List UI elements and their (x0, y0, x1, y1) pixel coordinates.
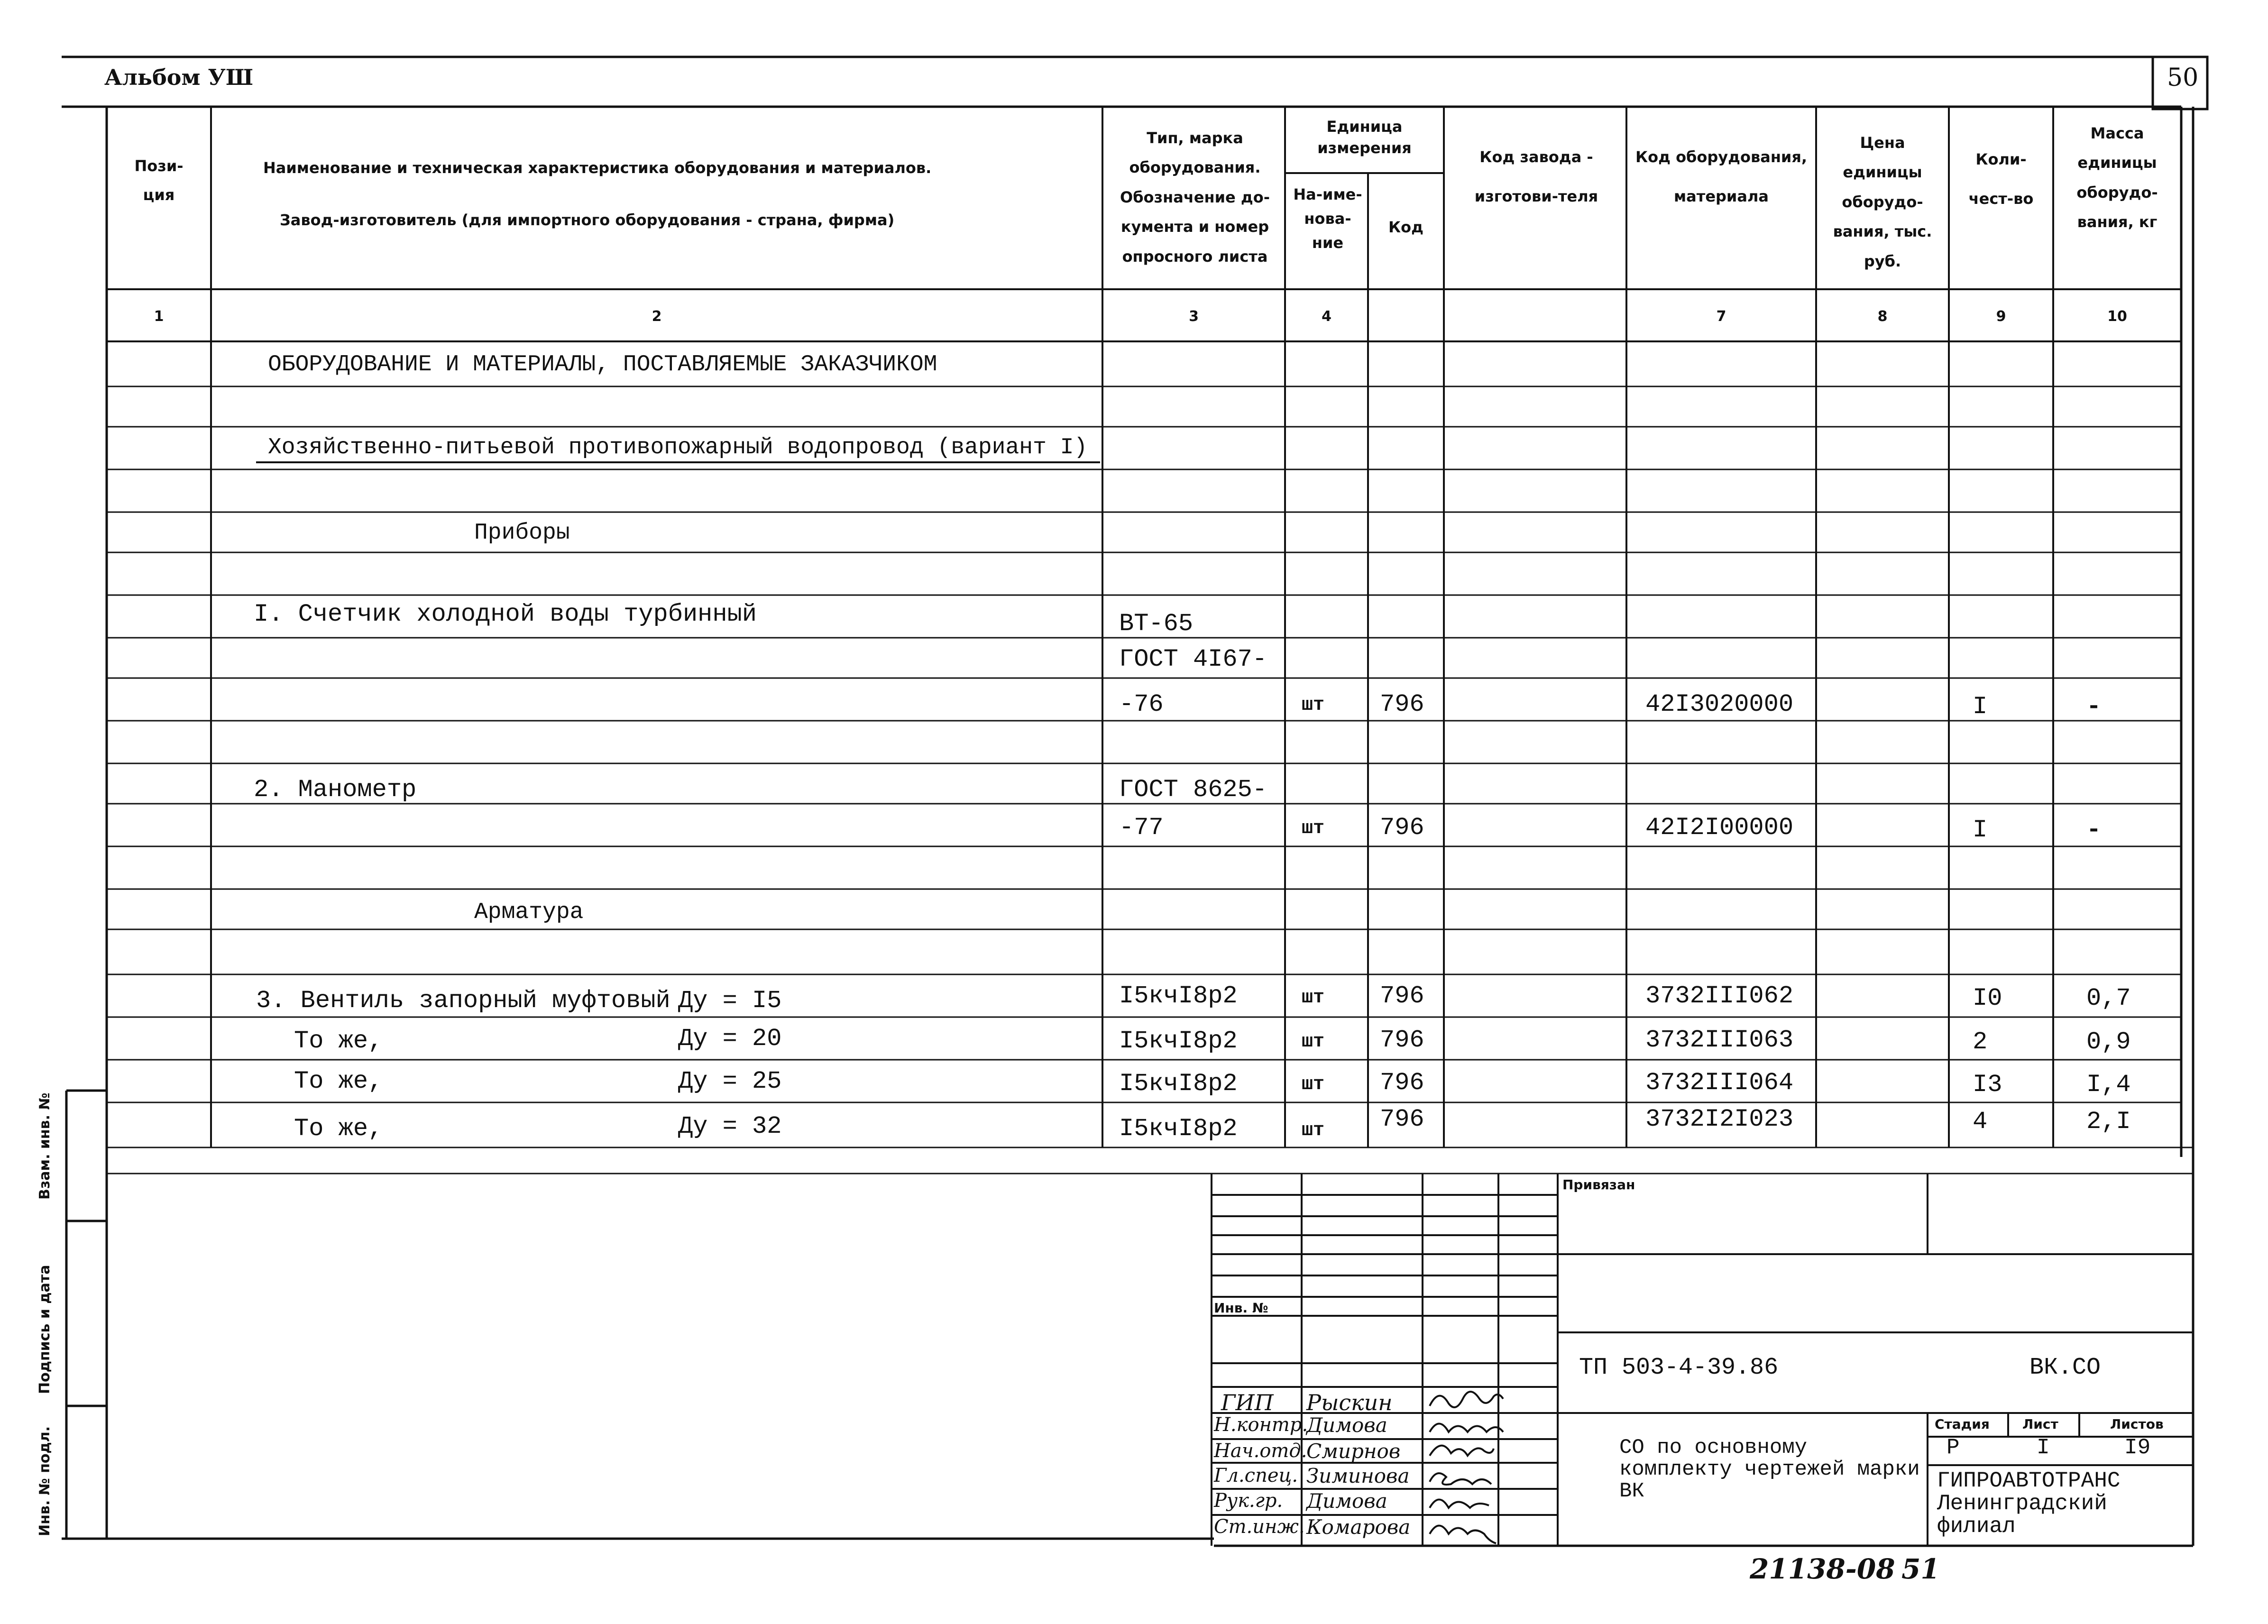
role-nachotd: Нач.отд. (1214, 1440, 1307, 1462)
item-type: ГОСТ 4I67- (1119, 645, 1267, 673)
item-name: То же, (294, 1115, 383, 1143)
doc-code: ТП 503-4-39.86 (1579, 1354, 1779, 1381)
item-name: 3. Вентиль запорный муфтовый (256, 987, 670, 1015)
role-glspec: Гл.спец. (1214, 1465, 1298, 1486)
role-nkontr: Н.контр. (1214, 1414, 1308, 1436)
item-unit-code: 796 (1380, 814, 1424, 842)
item-unit: шт (1302, 1074, 1325, 1095)
col-number: 8 (1877, 308, 1888, 325)
name-rukgr: Димова (1306, 1489, 1387, 1513)
col-header-unit-name: На-име-нова-ние (1293, 185, 1362, 252)
role-stinzh: Ст.инж. (1214, 1516, 1305, 1538)
privyazan-label: Привязан (1562, 1177, 1635, 1193)
signature-scribble (1430, 1500, 1489, 1508)
name-nkontr: Димова (1306, 1413, 1387, 1437)
col-header-equipment-code: Код оборудования, материала (1635, 148, 1808, 206)
item-du: Ду = 20 (678, 1025, 782, 1053)
item-name: То же, (294, 1067, 383, 1095)
signature-scribble (1430, 1446, 1494, 1456)
group-title-devices: Приборы (474, 520, 570, 546)
col-number: 9 (1996, 308, 2006, 325)
stage-label: Стадия (1935, 1416, 1990, 1432)
inv-no-label: Инв. № (1214, 1300, 1268, 1316)
item-name: 2. Манометр (254, 776, 417, 804)
item-code: 3732III062 (1645, 982, 1794, 1010)
page-number: 50 (2167, 64, 2199, 92)
item-unit-code: 796 (1380, 1105, 1424, 1133)
item-mass: - (2086, 693, 2102, 721)
sheet-label: Лист (2022, 1416, 2058, 1432)
item-unit: шт (1302, 1120, 1325, 1141)
item-quantity: I3 (1973, 1071, 2002, 1099)
col-header-price: Цена единицы оборудо-вания, тыс. руб. (1833, 134, 1932, 270)
name-nachotd: Смирнов (1306, 1440, 1401, 1463)
item-du: Ду = I5 (678, 987, 782, 1015)
signature-scribble (1430, 1473, 1491, 1485)
side-stamp-signature-date: Подпись и дата (37, 1265, 53, 1394)
name-gip: Рыскин (1306, 1390, 1393, 1415)
item-type: -77 (1119, 814, 1164, 842)
side-stamp-inventory: Инв. № подл. (37, 1426, 53, 1536)
item-mass: 2,I (2086, 1108, 2131, 1136)
item-unit-code: 796 (1380, 1069, 1424, 1097)
item-type: I5кчI8р2 (1119, 1070, 1238, 1098)
col-header-name-line2: Завод-изготовитель (для импортного оборудования - страна, фирма) (280, 211, 895, 229)
subsection-title: Хозяйственно-питьевой противопожарный водопровод (вариант I) (268, 435, 1088, 460)
role-gip: ГИП (1221, 1390, 1274, 1415)
col-header-name-line1: Наименование и техническая характеристика оборудования и материалов. (263, 159, 932, 177)
stage-value: Р (1947, 1435, 1960, 1460)
signature-scribble (1430, 1526, 1496, 1544)
col-header-factory-code: Код завода - изготови-теля (1474, 148, 1598, 206)
item-du: Ду = 32 (678, 1112, 782, 1140)
archive-number: 21138-08 (1750, 1553, 1895, 1585)
col-header-position: Пози- ция (134, 157, 184, 204)
item-mass: - (2086, 816, 2102, 844)
item-type: -76 (1119, 690, 1164, 718)
col-number: 7 (1716, 308, 1726, 325)
sheets-value: I9 (2124, 1435, 2151, 1460)
sheets-label: Листов (2110, 1416, 2164, 1432)
doc-description: СО по основному комплекту чертежей марки ВК (1619, 1436, 1920, 1504)
col-number: 2 (652, 308, 662, 325)
role-rukgr: Рук.гр. (1214, 1490, 1283, 1512)
item-unit: шт (1302, 818, 1325, 839)
name-glspec: Зиминова (1306, 1464, 1410, 1487)
archive-page: 51 (1901, 1553, 1940, 1585)
item-code: 3732III063 (1645, 1026, 1794, 1054)
item-quantity: 4 (1973, 1108, 1988, 1136)
item-quantity: I (1973, 816, 1988, 844)
item-mass: I,4 (2086, 1071, 2131, 1099)
item-code: 42I3020000 (1645, 690, 1794, 718)
col-number: 1 (154, 308, 164, 325)
item-type: I5кчI8р2 (1119, 1115, 1238, 1143)
item-unit-code: 796 (1380, 690, 1424, 718)
col-header-unit-code: Код (1388, 218, 1423, 236)
item-unit: шт (1302, 1031, 1325, 1053)
name-stinzh: Комарова (1306, 1515, 1411, 1539)
item-quantity: I (1973, 693, 1988, 721)
item-code: 3732III064 (1645, 1069, 1794, 1097)
org-branch-word: филиал (1937, 1514, 2016, 1539)
group-title-fittings: Арматура (474, 899, 584, 925)
col-number: 10 (2107, 308, 2127, 325)
section-title: ОБОРУДОВАНИЕ И МАТЕРИАЛЫ, ПОСТАВЛЯЕМЫЕ ЗАКАЗЧИКОМ (268, 352, 937, 377)
col-header-unit-group: Единица измерения (1317, 118, 1412, 157)
signature-scribble (1430, 1424, 1503, 1432)
item-unit: шт (1302, 695, 1325, 716)
doc-mark: ВК.СО (2029, 1354, 2101, 1381)
col-header-type: Тип, марка оборудования. Обозначение до-кумента и номер опросного листа (1120, 129, 1270, 266)
signature-scribble (1430, 1392, 1503, 1407)
item-mass: 0,7 (2086, 984, 2131, 1012)
col-number: 3 (1189, 308, 1199, 325)
item-du: Ду = 25 (678, 1067, 782, 1095)
side-stamp-replacement: Взам. инв. № (37, 1092, 53, 1200)
item-name: I. Счетчик холодной воды турбинный (254, 600, 757, 628)
item-type: ВТ-65 (1119, 610, 1194, 638)
item-code: 42I2I00000 (1645, 814, 1794, 842)
org-branch: Ленинградский (1937, 1491, 2107, 1516)
item-type: ГОСТ 8625- (1119, 776, 1267, 804)
item-unit-code: 796 (1380, 1026, 1424, 1054)
item-name: То же, (294, 1027, 383, 1055)
item-code: 3732I2I023 (1645, 1105, 1794, 1133)
item-quantity: I0 (1973, 984, 2002, 1012)
item-mass: 0,9 (2086, 1028, 2131, 1056)
album-label: Альбом УШ (104, 64, 254, 90)
org-name: ГИПРОАВТОТРАНС (1937, 1468, 2121, 1493)
item-unit-code: 796 (1380, 982, 1424, 1010)
col-header-mass: Масса единицы оборудо-вания, кг (2076, 124, 2158, 231)
col-header-quantity: Коли-чест-во (1968, 150, 2034, 208)
item-type: I5кчI8р2 (1119, 1027, 1238, 1055)
sheet-value: I (2037, 1435, 2050, 1460)
item-type: I5кчI8р2 (1119, 982, 1238, 1010)
col-number: 4 (1322, 308, 1331, 325)
item-unit: шт (1302, 987, 1325, 1009)
item-quantity: 2 (1973, 1028, 1988, 1056)
